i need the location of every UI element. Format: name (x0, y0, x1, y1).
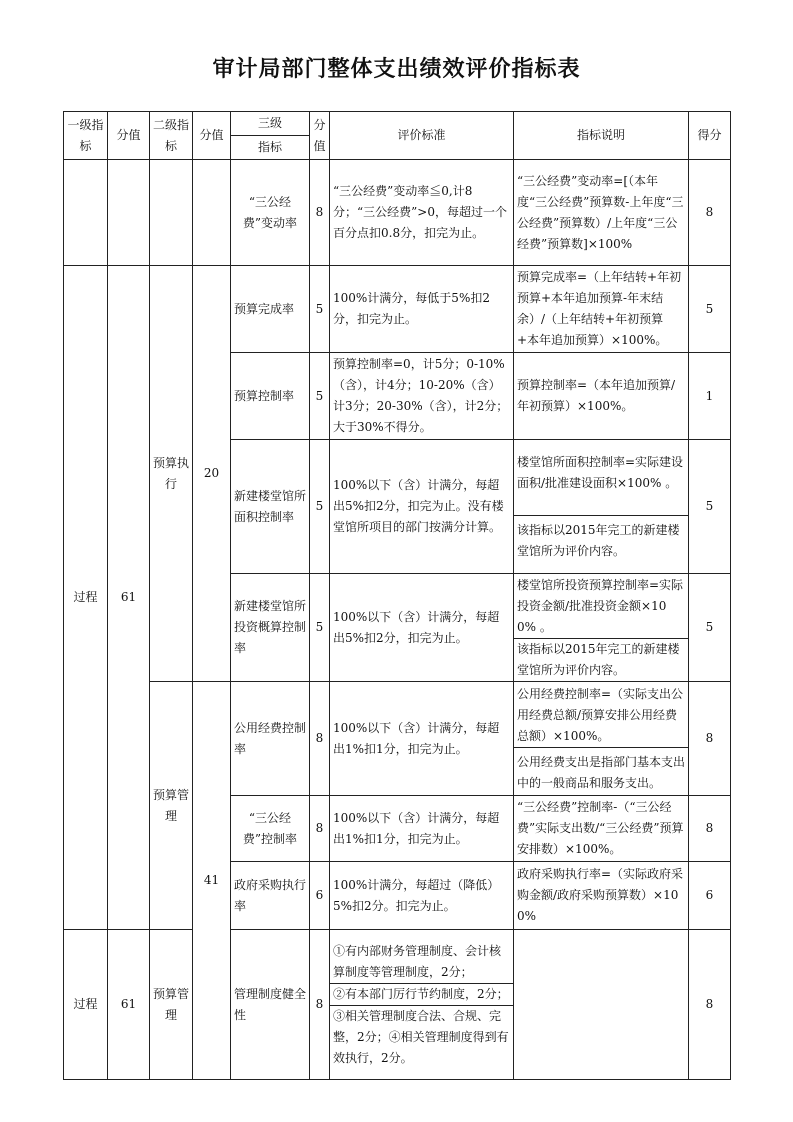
score3-cell: 5 (310, 440, 330, 574)
level3-cell: 新建楼堂馆所投资概算控制率 (231, 574, 310, 682)
criteria-cell: “三公经费”变动率≦0,计8分；“三公经费”>0，每超过一个百分点扣0.8分，扣完为止。 (330, 160, 514, 266)
table-row (64, 160, 731, 266)
header-level2: 二级指标 (150, 112, 193, 160)
empty-cell (150, 160, 193, 266)
result-cell: 1 (689, 353, 731, 440)
header-level3-bottom: 指标 (231, 136, 310, 160)
level3-cell: “三公经费”控制率 (231, 796, 310, 862)
level2-cell: 预算管理 (150, 682, 193, 930)
level3-cell: “三公经费”变动率 (231, 160, 310, 266)
criteria-cell (330, 930, 514, 1080)
criteria-cell: 100%以下（含）计满分，每超出1%扣1分，扣完为止。 (330, 682, 514, 796)
description-cell: “三公经费”控制率-（“三公经费”实际支出数/“三公经费”预算安排数）×100%。 (514, 796, 689, 862)
header-row (64, 112, 731, 136)
level3-cell: 管理制度健全性 (231, 930, 310, 1080)
description-cell (514, 682, 689, 796)
criteria-cell: 100%以下（含）计满分，每超出5%扣2分，扣完为止。没有楼堂馆所项目的部门按满分计算。 (330, 440, 514, 574)
level3-cell: 预算完成率 (231, 266, 310, 353)
result-cell: 8 (689, 682, 731, 796)
score3-cell: 8 (310, 160, 330, 266)
header-score2: 分值 (193, 112, 231, 160)
criteria-part: ②有本部门厉行节约制度，2分； (333, 986, 509, 1001)
criteria-cell: 100%以下（含）计满分，每超出5%扣2分，扣完为止。 (330, 574, 514, 682)
score3-cell: 5 (310, 353, 330, 440)
level2-cell: 预算管理 (150, 930, 193, 1080)
description-cell: “三公经费”变动率=[（本年度“三公经费”预算数-上年度“三公经费”预算数）/上年度“三公经费”预算数]×100% (514, 160, 689, 266)
level3-cell: 政府采购执行率 (231, 862, 310, 930)
criteria-cell: 预算控制率=0，计5分；0-10%（含），计4分；10-20%（含）计3分；20-30%（含），计2分；大于30%不得分。 (330, 353, 514, 440)
score2-cell: 41 (193, 682, 231, 1080)
description-part: 楼堂馆所投资预算控制率=实际投资金额/批准投资金额×100% 。 (517, 577, 684, 634)
header-level3-top: 三级 (231, 112, 310, 136)
table-row (64, 930, 731, 1080)
table-row (64, 682, 731, 796)
result-cell: 8 (689, 796, 731, 862)
description-cell (514, 574, 689, 682)
score3-cell: 8 (310, 930, 330, 1080)
empty-cell (193, 160, 231, 266)
score1-cell: 61 (108, 930, 150, 1080)
description-part: 公用经费控制率=（实际支出公用经费总额/预算安排公用经费总额）×100%。 (517, 686, 684, 743)
result-cell: 5 (689, 574, 731, 682)
indicator-table (63, 111, 731, 1080)
empty-cell (108, 160, 150, 266)
empty-cell (64, 160, 108, 266)
description-cell: 预算完成率=（上年结转+年初预算+本年追加预算-年末结余）/（上年结转+年初预算+本年追加预算）×100%。 (514, 266, 689, 353)
score3-cell: 6 (310, 862, 330, 930)
description-note: 公用经费支出是指部门基本支出中的一般商品和服务支出。 (517, 754, 686, 790)
criteria-cell: 100%计满分，每低于5%扣2分，扣完为止。 (330, 266, 514, 353)
score3-cell: 8 (310, 682, 330, 796)
header-score3: 分值 (310, 112, 330, 160)
header-score1: 分值 (108, 112, 150, 160)
header-result: 得分 (689, 112, 731, 160)
criteria-cell: 100%计满分，每超过（降低）5%扣2分。扣完为止。 (330, 862, 514, 930)
description-note: 该指标以2015年完工的新建楼堂馆所为评价内容。 (517, 641, 680, 677)
description-cell (514, 440, 689, 574)
level3-cell: 新建楼堂馆所面积控制率 (231, 440, 310, 574)
description-cell: 政府采购执行率=（实际政府采购金额/政府采购预算数）×100% (514, 862, 689, 930)
level3-cell: 公用经费控制率 (231, 682, 310, 796)
description-note: 该指标以2015年完工的新建楼堂馆所为评价内容。 (517, 522, 680, 558)
level3-cell: 预算控制率 (231, 353, 310, 440)
description-part: 楼堂馆所面积控制率=实际建设面积/批准建设面积×100% 。 (517, 454, 684, 490)
page-title: 审计局部门整体支出绩效评价指标表 (212, 57, 581, 82)
table-row (64, 266, 731, 353)
result-cell: 6 (689, 862, 731, 930)
header-description: 指标说明 (514, 112, 689, 160)
score3-cell: 5 (310, 574, 330, 682)
score3-cell: 5 (310, 266, 330, 353)
result-cell: 8 (689, 160, 731, 266)
criteria-cell: 100%以下（含）计满分，每超出1%扣1分，扣完为止。 (330, 796, 514, 862)
score3-cell: 8 (310, 796, 330, 862)
score1-cell: 61 (108, 266, 150, 930)
header-criteria: 评价标准 (330, 112, 514, 160)
description-cell: 预算控制率=（本年追加预算/年初预算）×100%。 (514, 353, 689, 440)
result-cell: 5 (689, 440, 731, 574)
level1-cell: 过程 (64, 266, 108, 930)
result-cell: 5 (689, 266, 731, 353)
criteria-part: ①有内部财务管理制度、会计核算制度等管理制度，2分； (333, 943, 502, 979)
result-cell: 8 (689, 930, 731, 1080)
level2-cell: 预算执行 (150, 266, 193, 682)
score2-cell: 20 (193, 266, 231, 682)
description-cell (514, 930, 689, 1080)
header-level1: 一级指标 (64, 112, 108, 160)
level1-cell: 过程 (64, 930, 108, 1080)
criteria-part: ③相关管理制度合法、合规、完整，2分；④相关管理制度得到有效执行，2分。 (333, 1008, 509, 1065)
